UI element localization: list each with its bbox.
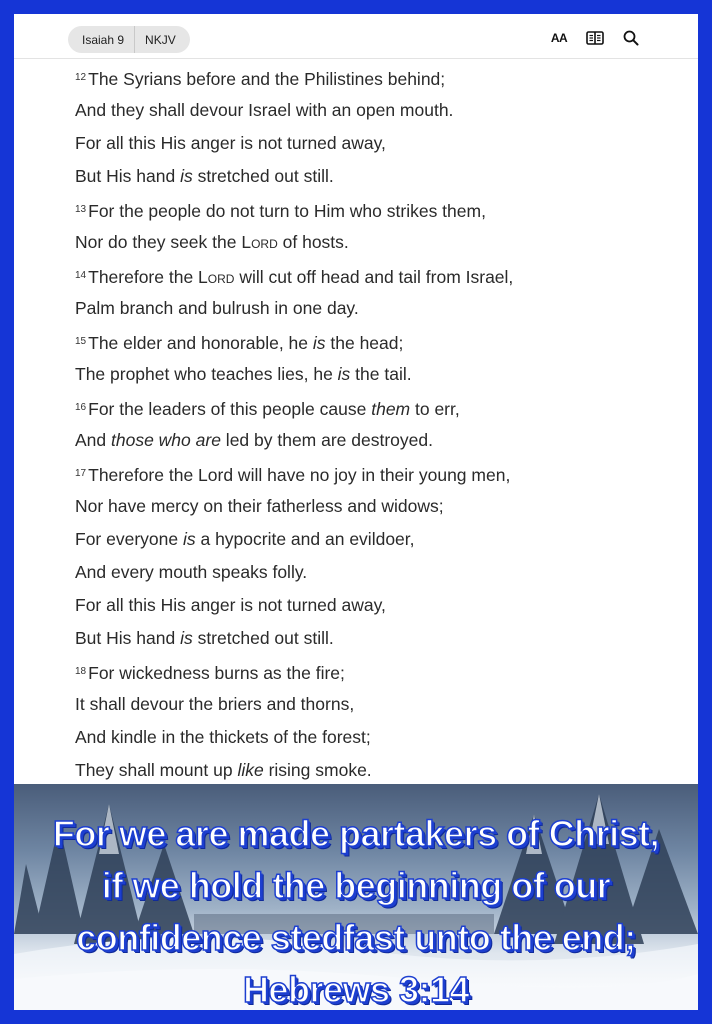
- book-icon[interactable]: [586, 29, 604, 47]
- verse-text: Nor have mercy on their fatherless and widows;: [75, 496, 444, 516]
- verse-line: [75, 127, 675, 160]
- italic-text: like: [237, 760, 264, 780]
- scripture-text: [75, 61, 675, 787]
- verse-text: will cut off head and tail from Israel,: [234, 267, 514, 287]
- verse-line: [75, 589, 675, 622]
- verse-number[interactable]: 16: [75, 402, 87, 413]
- app-frame: [14, 14, 698, 1010]
- verse-text: For the leaders of this people cause: [88, 399, 372, 419]
- reader-toolbar: [14, 14, 698, 59]
- banner-reference: Hebrews 3:14: [242, 969, 470, 1010]
- reference-selector: [68, 26, 190, 53]
- toolbar-actions: [550, 29, 640, 47]
- verse-line: [75, 721, 675, 754]
- verse-text: led by them are destroyed.: [220, 430, 433, 450]
- verse-banner: [14, 784, 698, 1010]
- verse-text: For all this His anger is not turned away,: [75, 595, 386, 615]
- book-chapter-button[interactable]: Isaiah 9: [82, 32, 125, 47]
- verse-line: [75, 391, 675, 424]
- verse-text: For everyone: [75, 529, 183, 549]
- divine-name-text: Lord: [241, 232, 278, 252]
- italic-text: is: [180, 166, 193, 186]
- verse-line: [75, 688, 675, 721]
- verse-line: [75, 358, 675, 391]
- verse-number[interactable]: 12: [75, 72, 87, 83]
- italic-text: is: [180, 628, 193, 648]
- banner-line-2: if we hold the beginning of our: [101, 865, 611, 906]
- verse-text: And every mouth speaks folly.: [75, 562, 308, 582]
- verse-line: [75, 655, 675, 688]
- verse-line: [75, 556, 675, 589]
- verse-line: [75, 622, 675, 655]
- verse-line: [75, 292, 675, 325]
- banner-line-1: For we are made partakers of Christ,: [52, 813, 660, 854]
- verse-text: of hosts.: [277, 232, 349, 252]
- verse-text: Palm branch and bulrush in one day.: [75, 298, 359, 318]
- verse-text: And they shall devour Israel with an open mouth.: [75, 100, 454, 120]
- verse-text: Nor do they seek the: [75, 232, 242, 252]
- verse-line: [75, 490, 675, 523]
- verse-text: to err,: [410, 399, 460, 419]
- verse-line: [75, 325, 675, 358]
- verse-number[interactable]: 14: [75, 270, 87, 281]
- verse-line: [75, 754, 675, 787]
- text-size-label: AA: [550, 31, 568, 45]
- italic-text: those who are: [111, 430, 221, 450]
- verse-text: For the people do not turn to Him who strikes them,: [88, 201, 486, 221]
- verse-text: the head;: [325, 333, 404, 353]
- search-icon[interactable]: [622, 29, 640, 47]
- verse-text: But His hand: [75, 166, 181, 186]
- verse-text: They shall mount up: [75, 760, 238, 780]
- verse-text: Therefore the Lord will have no joy in their young men,: [88, 465, 511, 485]
- verse-line: [75, 94, 675, 127]
- version-button[interactable]: NKJV: [134, 26, 190, 53]
- verse-text: the tail.: [350, 364, 412, 384]
- book-icon-glyph: [586, 31, 604, 45]
- verse-text: The Syrians before and the Philistines behind;: [88, 69, 446, 89]
- verse-line: [75, 226, 675, 259]
- verse-line: [75, 424, 675, 457]
- verse-text: And: [75, 430, 111, 450]
- italic-text: is: [312, 333, 326, 353]
- verse-text: And kindle in the thickets of the forest;: [75, 727, 371, 747]
- verse-text: For wickedness burns as the fire;: [88, 663, 345, 683]
- verse-text: Therefore the: [88, 267, 199, 287]
- verse-line: [75, 160, 675, 193]
- verse-line: [75, 259, 675, 292]
- italic-text: is: [337, 364, 351, 384]
- verse-text: But His hand: [75, 628, 181, 648]
- verse-number[interactable]: 18: [75, 666, 87, 677]
- verse-line: [75, 61, 675, 94]
- banner-line-3: confidence stedfast unto the end;: [76, 917, 636, 958]
- verse-line: [75, 193, 675, 226]
- italic-text: them: [371, 399, 411, 419]
- verse-text: For all this His anger is not turned away,: [75, 133, 386, 153]
- verse-text: The elder and honorable, he: [88, 333, 313, 353]
- verse-number[interactable]: 15: [75, 336, 87, 347]
- verse-text: The prophet who teaches lies, he: [75, 364, 338, 384]
- verse-text: stretched out still.: [192, 166, 334, 186]
- search-icon-glyph: [623, 30, 639, 46]
- verse-line: [75, 523, 675, 556]
- verse-text: stretched out still.: [192, 628, 334, 648]
- text-size-icon[interactable]: [550, 29, 568, 47]
- verse-text: rising smoke.: [263, 760, 372, 780]
- italic-text: is: [182, 529, 196, 549]
- verse-text: a hypocrite and an evildoer,: [195, 529, 415, 549]
- verse-line: [75, 457, 675, 490]
- verse-number[interactable]: 17: [75, 468, 87, 479]
- verse-text: It shall devour the briers and thorns,: [75, 694, 355, 714]
- verse-number[interactable]: 13: [75, 204, 87, 215]
- divine-name-text: Lord: [198, 267, 235, 287]
